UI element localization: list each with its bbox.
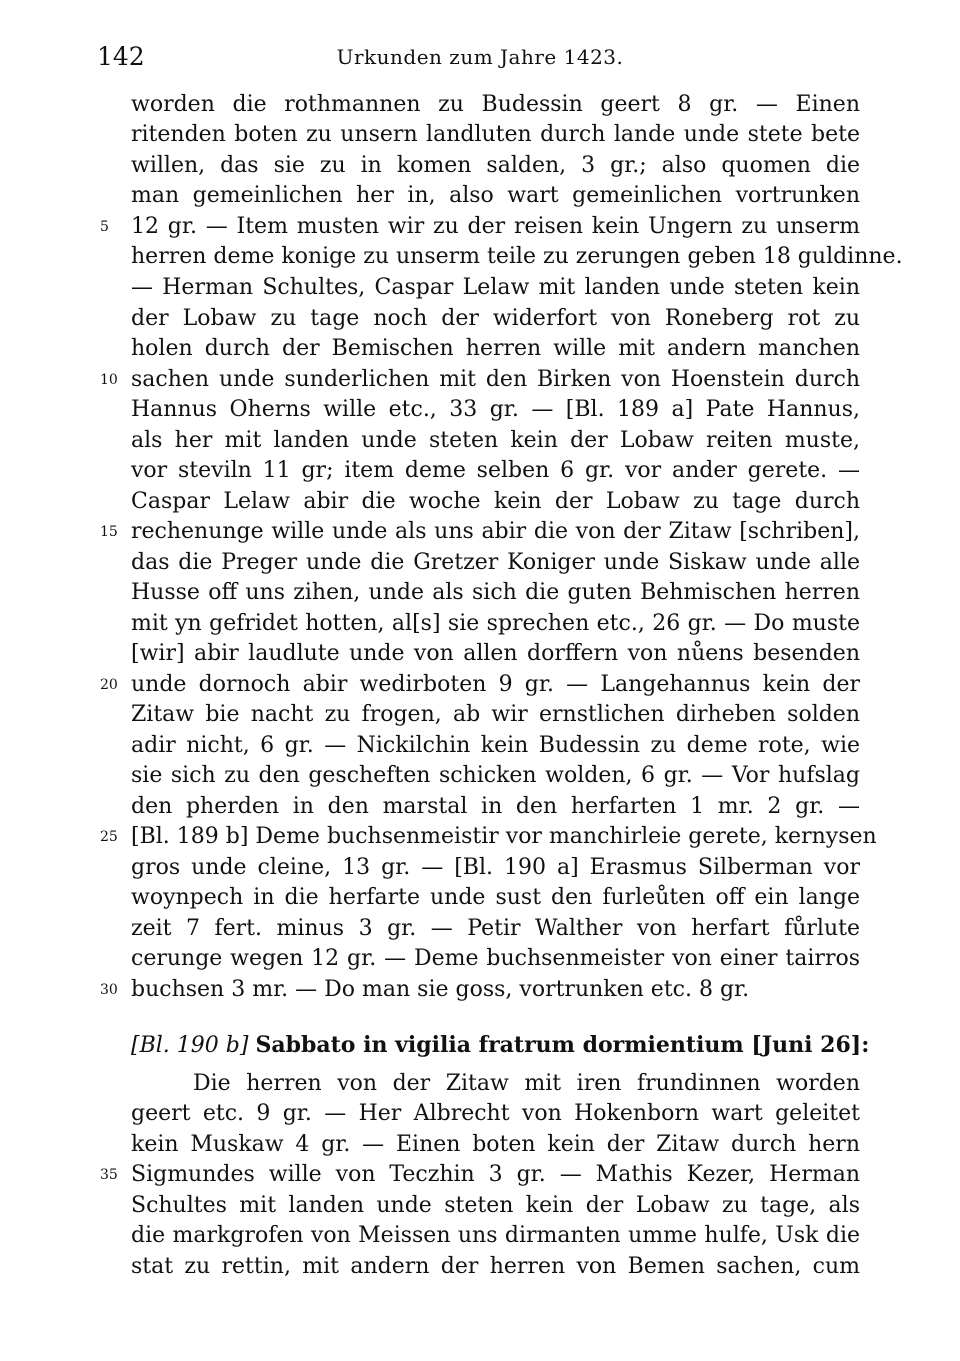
text-line: Sigmundes wille von Teczhin 3 gr. — Mathis Kezer, Herman bbox=[131, 1162, 860, 1187]
text-line: Die herren von der Zitaw mit iren frundinnen worden bbox=[193, 1071, 860, 1096]
running-head: Urkunden zum Jahre 1423. bbox=[336, 45, 624, 69]
text-line: rechenunge wille unde als uns abir die von der Zitaw [schriben], bbox=[131, 519, 860, 544]
text-line: herren deme konige zu unserm teile zu zerungen geben 18 guldinne. bbox=[131, 244, 903, 269]
text-line: holen durch der Bemischen herren wille mit andern manchen bbox=[131, 336, 860, 361]
text-line: 12 gr. — Item musten wir zu der reisen kein Ungern zu unserm bbox=[131, 214, 860, 239]
text-line: unde dornoch abir wedirboten 9 gr. — Langehannus kein der bbox=[131, 672, 860, 697]
line-number: 10 bbox=[100, 372, 118, 388]
text-line: stat zu rettin, mit andern der herren von Bemen sachen, cum bbox=[131, 1254, 860, 1279]
line-number: 30 bbox=[100, 982, 118, 998]
line-number: 20 bbox=[100, 677, 118, 693]
text-line: das die Preger unde die Gretzer Koniger unde Siskaw unde alle bbox=[131, 550, 860, 575]
text-line: buchsen 3 mr. — Do man sie goss, vortrunken etc. 8 gr. bbox=[131, 977, 750, 1002]
text-line: Caspar Lelaw abir die woche kein der Lobaw zu tage durch bbox=[131, 489, 860, 514]
text-line: woynpech in die herfarte unde sust den furleůten off ein lange bbox=[131, 885, 860, 910]
text-line: ritenden boten zu unsern landluten durch lande unde stete bete bbox=[131, 122, 860, 147]
text-line: geert etc. 9 gr. — Her Albrecht von Hokenborn wart geleitet bbox=[131, 1101, 860, 1126]
text-line: [wir] abir laudlute unde von allen dorffern von nůens besenden bbox=[131, 641, 860, 666]
text-line: sie sich zu den gescheften schicken wolden, 6 gr. — Vor hufslag bbox=[131, 763, 860, 788]
line-number: 35 bbox=[100, 1167, 118, 1183]
text-line: cerunge wegen 12 gr. — Deme buchsenmeister von einer tairros bbox=[131, 946, 860, 971]
text-line: [Bl. 189 b] Deme buchsenmeistir vor manchirleie gerete, kernysen bbox=[131, 824, 877, 849]
text-line: zeit 7 fert. minus 3 gr. — Petir Walther von herfart fůrlute bbox=[131, 916, 860, 941]
text-line: — Herman Schultes, Caspar Lelaw mit landen unde steten kein bbox=[131, 275, 860, 300]
text-line: willen, das sie zu in komen salden, 3 gr.; also quomen die bbox=[131, 153, 860, 178]
section-heading-ref: [Bl. 190 b] bbox=[131, 1033, 249, 1058]
page-number: 142 bbox=[97, 42, 145, 71]
text-line: als her mit landen unde steten kein der Lobaw reiten muste, bbox=[131, 428, 860, 453]
text-line: Zitaw bie nacht zu frogen, ab wir ernstlichen dirheben solden bbox=[131, 702, 860, 727]
text-line: den pherden in den marstal in den herfarten 1 mr. 2 gr. — bbox=[131, 794, 860, 819]
text-line: adir nicht, 6 gr. — Nickilchin kein Budessin zu deme rote, wie bbox=[131, 733, 860, 758]
line-number: 5 bbox=[100, 219, 109, 235]
text-line: mit yn gefridet hotten, al[s] sie sprechen etc., 26 gr. — Do muste bbox=[131, 611, 860, 636]
text-line: Husse off uns zihen, unde als sich die guten Behmischen herren bbox=[131, 580, 860, 605]
text-line: die markgrofen von Meissen uns dirmanten umme hulfe, Usk die bbox=[131, 1223, 860, 1248]
text-line: Schultes mit landen unde steten kein der Lobaw zu tage, als bbox=[131, 1193, 860, 1218]
section-heading bbox=[131, 1030, 870, 1061]
text-line: der Lobaw zu tage noch der widerfort von Roneberg rot zu bbox=[131, 306, 860, 331]
text-line: Hannus Oherns wille etc., 33 gr. — [Bl. 189 a] Pate Hannus, bbox=[131, 397, 860, 422]
text-line: worden die rothmannen zu Budessin geert 8 gr. — Einen bbox=[131, 92, 860, 117]
text-line: man gemeinlichen her in, also wart gemeinlichen vortrunken bbox=[131, 183, 860, 208]
text-line: vor steviln 11 gr; item deme selben 6 gr. vor ander gerete. — bbox=[131, 458, 860, 483]
line-number: 25 bbox=[100, 829, 118, 845]
section-heading-title: Sabbato in vigilia fratrum dormientium [Juni 26]: bbox=[255, 1032, 870, 1058]
text-line: kein Muskaw 4 gr. — Einen boten kein der Zitaw durch hern bbox=[131, 1132, 860, 1157]
text-line: sachen unde sunderlichen mit den Birken von Hoenstein durch bbox=[131, 367, 860, 392]
page-header bbox=[0, 0, 960, 70]
line-number: 15 bbox=[100, 524, 118, 540]
text-line: gros unde cleine, 13 gr. — [Bl. 190 a] Erasmus Silberman vor bbox=[131, 855, 860, 880]
